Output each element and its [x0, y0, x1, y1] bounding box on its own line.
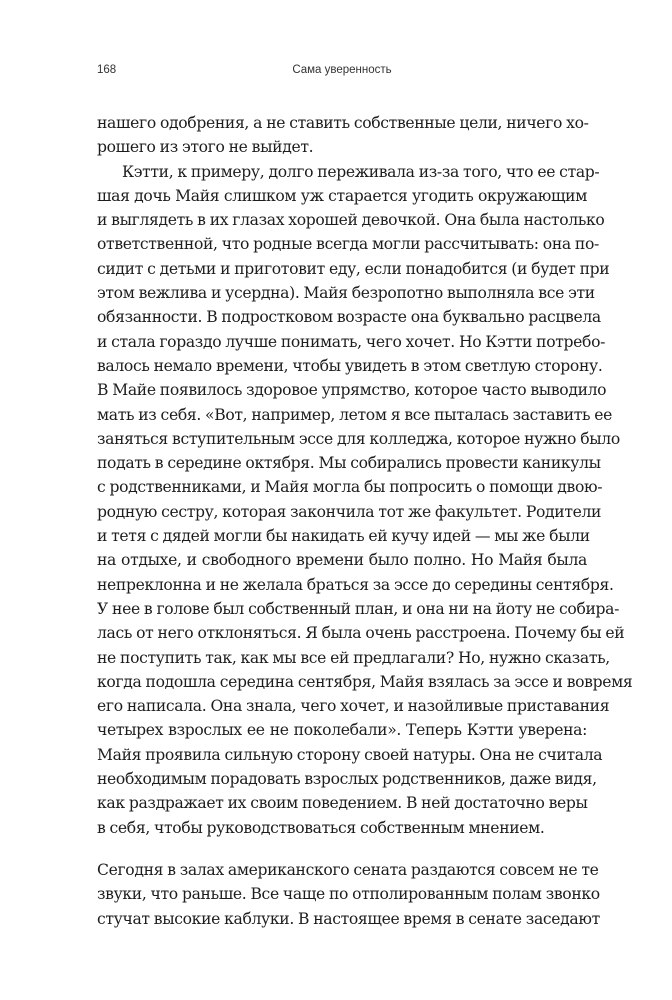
text-line: его написала. Она знала, чего хочет, и назойливые приставания — [97, 697, 610, 716]
text-line: не поступить так, как мы все ей предлагали? Но, нужно сказать, — [97, 648, 610, 667]
text-line: необходимым порадовать взрослых родственников, даже видя, — [97, 770, 597, 789]
text-line: Сегодня в залах американского сената раздаются совсем не те — [97, 860, 599, 879]
paragraph-gap — [97, 840, 587, 858]
text-line: на отдыхе, и свободного времени было полно. Но Майя была — [97, 551, 587, 570]
paragraph — [97, 111, 587, 160]
text-line: в себя, чтобы руководствоваться собственным мнением. — [97, 818, 545, 837]
text-line: лась от него отклоняться. Я была очень расстроена. Почему бы ей — [97, 624, 625, 643]
text-line: как раздражает их своим поведением. В ней достаточно веры — [97, 794, 588, 813]
text-line: обязанности. В подростковом возрасте она буквально расцвела — [97, 308, 601, 327]
text-line: Майя проявила сильную сторону своей натуры. Она не считала — [97, 745, 603, 764]
body-text — [97, 111, 633, 931]
text-line: валось немало времени, чтобы увидеть в этом светлую сторону. — [97, 356, 603, 375]
text-line: непреклонна и не желала браться за эссе до середины сентября. — [97, 575, 614, 594]
text-line: стучат высокие каблуки. В настоящее время в сенате заседают — [97, 909, 600, 928]
text-line: заняться вступительным эссе для колледжа, которое нужно было — [97, 429, 620, 448]
paragraph — [97, 160, 633, 840]
text-line: подать в середине октября. Мы собирались провести каникулы — [97, 454, 601, 473]
text-line: четырех взрослых ее не поколебали». Теперь Кэтти уверена: — [97, 721, 587, 740]
text-line: В Майе появилось здоровое упрямство, которое часто выводило — [97, 381, 607, 400]
text-line: этом вежлива и усердна). Майя безропотно выполняла все эти — [97, 284, 595, 303]
text-line: с родственниками, и Майя могла бы попросить о помощи двою- — [97, 478, 603, 497]
paragraph — [97, 858, 600, 931]
text-line: нашего одобрения, а не ставить собственные цели, ничего хо- — [97, 114, 589, 132]
text-line: звуки, что раньше. Все чаще по отполированным полам звонко — [97, 885, 600, 904]
text-line: сидит с детьми и приготовит еду, если понадобится (и будет при — [97, 259, 610, 278]
text-line: родную сестру, которая закончила тот же факультет. Родители — [97, 502, 602, 521]
text-line: и стала гораздо лучше понимать, чего хочет. Но Кэтти потребо- — [97, 332, 606, 351]
text-line: когда подошла середина сентября, Майя взялась за эссе и вовремя — [97, 672, 633, 691]
text-line: шая дочь Майя слишком уж старается угодить окружающим — [97, 186, 587, 205]
text-line: ответственной, что родные всегда могли рассчитывать: она по- — [97, 235, 599, 254]
text-line: мать из себя. «Вот, например, летом я все пыталась заставить ее — [97, 405, 613, 424]
text-line: рошего из этого не выйдет. — [97, 138, 314, 157]
text-line: У нее в голове был собственный план, и она ни на йоту не собира- — [97, 599, 620, 618]
running-header — [97, 64, 587, 82]
running-title: Сама уверенность — [292, 64, 392, 76]
text-line: Кэтти, к примеру, долго переживала из-за того, что ее стар- — [122, 162, 600, 181]
page-number: 168 — [97, 64, 117, 76]
text-line: и тетя с дядей могли бы накидать ей кучу идей — мы же были — [97, 527, 590, 546]
text-line: и выглядеть в их глазах хорошей девочкой. Она была настолько — [97, 211, 605, 230]
